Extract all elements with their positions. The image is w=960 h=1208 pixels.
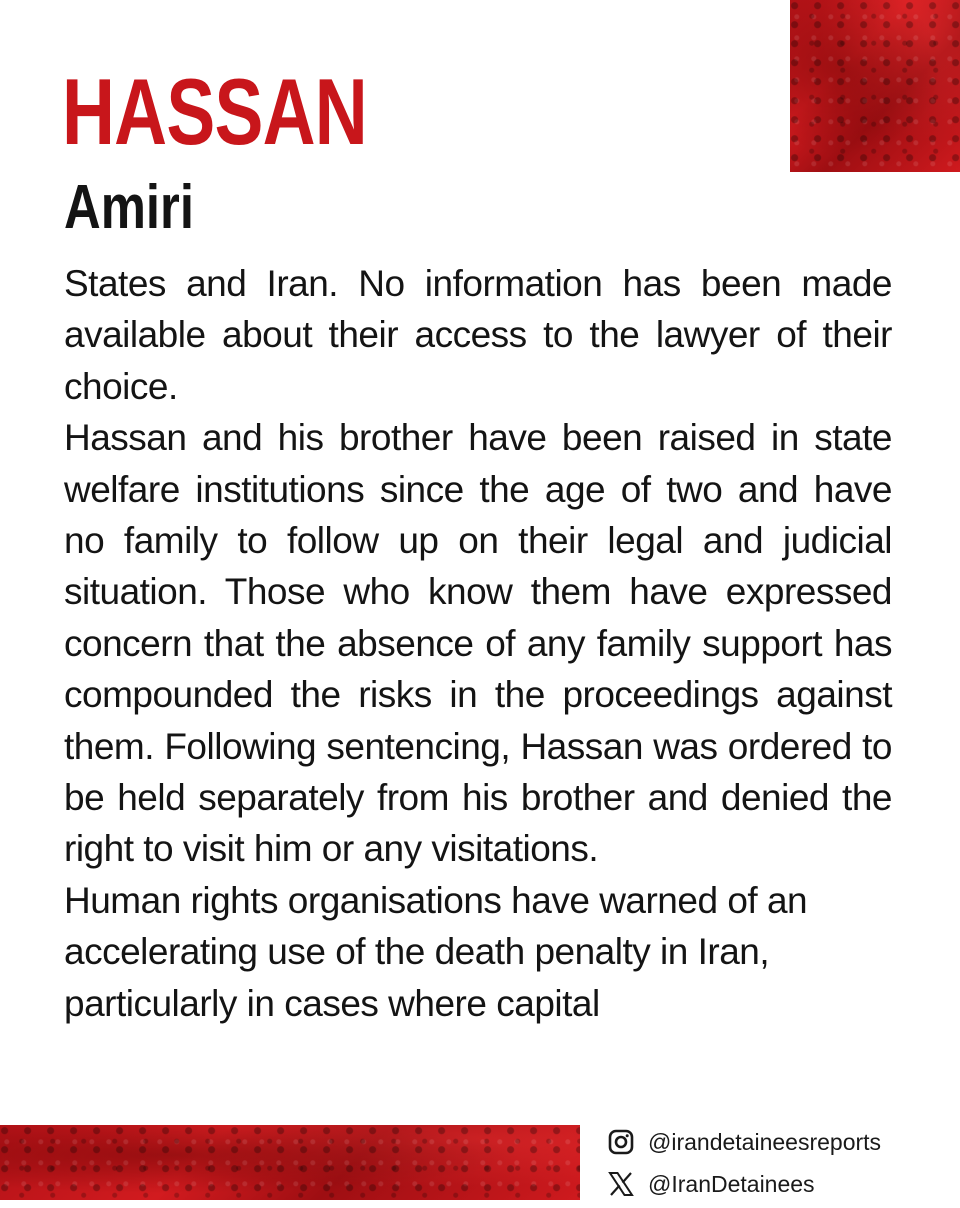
body-paragraph-1: States and Iran. No information has been made available about their access to the lawyer of their choice. (64, 263, 892, 407)
red-texture-footer-block (0, 1125, 580, 1200)
red-texture-corner-block (790, 0, 960, 172)
social-handles (606, 1124, 946, 1208)
x-logo-icon (606, 1169, 636, 1199)
body-paragraph-3: Human rights organisations have warned of an accelerating use of the death penalty in Iran, particularly in cases where capital (64, 879, 808, 1024)
body-paragraph-2: Hassan and his brother have been raised in state welfare institutions since the age of two and have no family to follow up on their legal and judicial situation. Those who know them have expressed concern that the absence of any family support has compounded the risks in the proceedings against them. Following sentencing, Hassan was ordered to be held separately from his brother and denied the right to visit him or any visitations. (64, 417, 892, 870)
x-handle-row[interactable] (606, 1166, 946, 1202)
body-text (64, 258, 892, 1029)
instagram-icon (606, 1127, 636, 1157)
instagram-handle-row[interactable] (606, 1124, 946, 1160)
first-name-title: HASSAN (62, 59, 367, 164)
instagram-handle[interactable]: @irandetaineesreports (648, 1128, 882, 1155)
last-name-title: Amiri (64, 173, 194, 242)
x-handle[interactable]: @IranDetainees (648, 1170, 815, 1197)
